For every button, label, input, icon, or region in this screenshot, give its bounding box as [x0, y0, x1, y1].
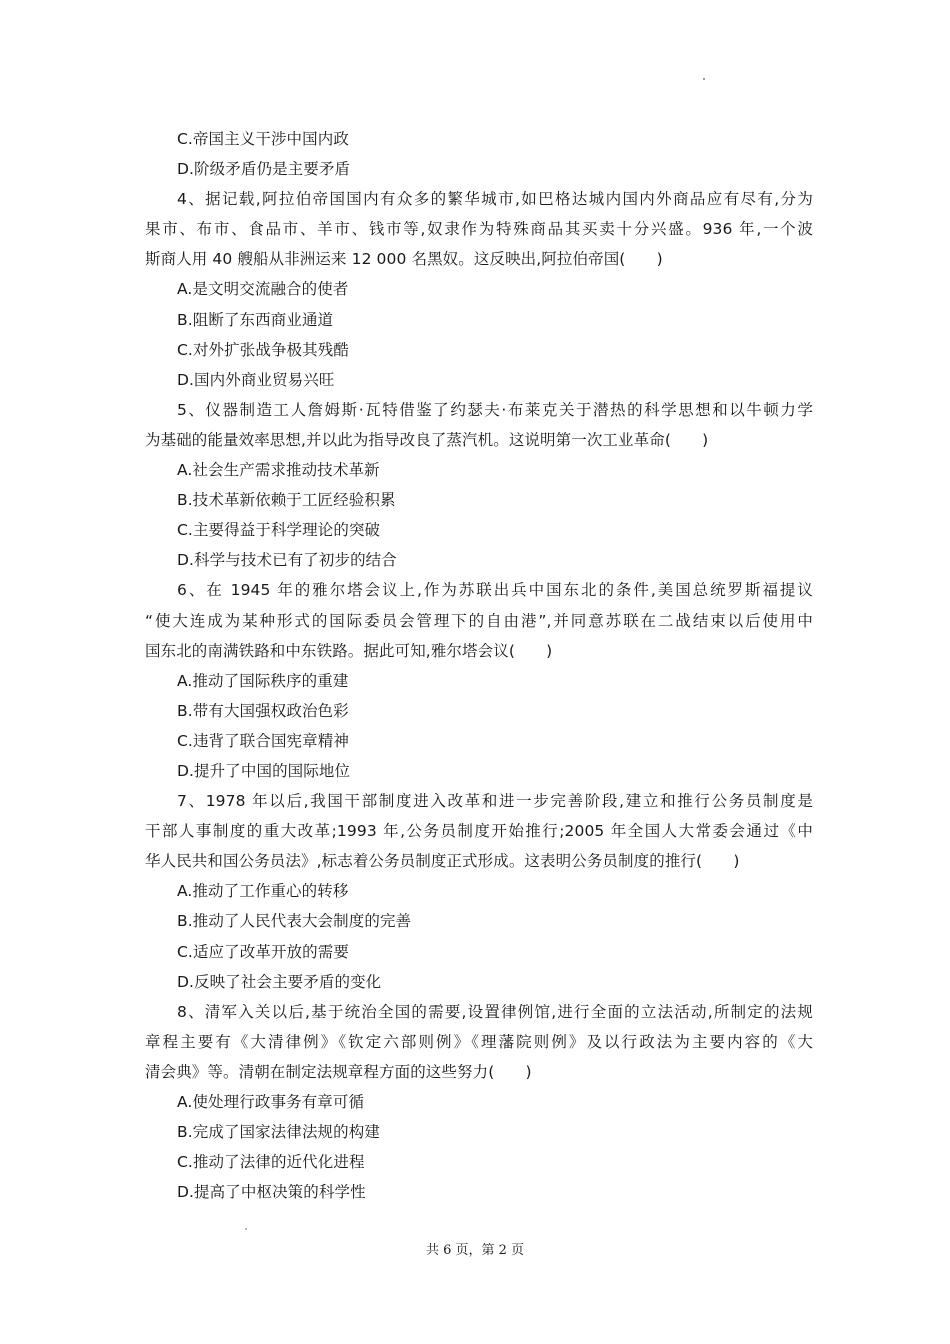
question-7-stem: 华人民共和国公务员法》,标志着公务员制度正式形成。这表明公务员制度的推行( ) — [145, 852, 740, 871]
option-6a: A.推动了国际秩序的重建 — [177, 671, 349, 690]
option-5a: A.社会生产需求推动技术革新 — [177, 461, 380, 480]
option-8b: B.完成了国家法律法规的构建 — [177, 1123, 380, 1142]
option-7c: C.适应了改革开放的需要 — [177, 942, 349, 961]
option-5b: B.技术革新依赖于工匠经验积累 — [177, 491, 396, 510]
question-8-stem: 8、清军入关以后,基于统治全国的需要,设置律例馆,进行全面的立法活动,所制定的法规 — [177, 1002, 813, 1021]
question-content — [145, 124, 813, 1207]
option-5d: D.科学与技术已有了初步的结合 — [177, 551, 397, 570]
option-4a: A.是文明交流融合的使者 — [177, 280, 349, 299]
option-6c: C.违背了联合国宪章精神 — [177, 731, 349, 750]
question-6-stem: 国东北的南满铁路和中东铁路。据此可知,雅尔塔会议( ) — [145, 641, 553, 660]
question-8-stem: 清会典》等。清朝在制定法规章程方面的这些努力( ) — [145, 1062, 532, 1081]
option-7a: A.推动了工作重心的转移 — [177, 882, 349, 901]
option-3d: D.阶级矛盾仍是主要矛盾 — [177, 160, 351, 179]
question-5-stem: 为基础的能量效率思想,并以此为指导改良了蒸汽机。这说明第一次工业革命( ) — [145, 430, 709, 449]
footer-mark — [245, 1228, 247, 1230]
question-7-stem: 7、1978 年以后,我国干部制度进入改革和进一步完善阶段,建立和推行公务员制度是 — [177, 792, 813, 811]
option-8c: C.推动了法律的近代化进程 — [177, 1153, 365, 1172]
option-6d: D.提升了中国的国际地位 — [177, 761, 351, 780]
question-7-stem: 干部人事制度的重大改革;1993 年,公务员制度开始推行;2005 年全国人大常委会通过《中 — [145, 822, 813, 841]
corner-mark — [703, 78, 705, 80]
option-4b: B.阻断了东西商业通道 — [177, 310, 334, 329]
page-footer: 共 6 页，第 2 页 — [425, 1243, 525, 1258]
question-4-stem: 4、据记载,阿拉伯帝国国内有众多的繁华城市,如巴格达城内国内外商品应有尽有,分为 — [177, 190, 813, 209]
question-5-stem: 5、仪器制造工人詹姆斯·瓦特借鉴了约瑟夫·布莱克关于潜热的科学思想和以牛顿力学 — [177, 400, 813, 419]
option-7b: B.推动了人民代表大会制度的完善 — [177, 912, 412, 931]
option-3c: C.帝国主义干涉中国内政 — [177, 130, 349, 148]
option-6b: B.带有大国强权政治色彩 — [177, 701, 349, 720]
option-5c: C.主要得益于科学理论的突破 — [177, 521, 381, 540]
option-8d: D.提高了中枢决策的科学性 — [177, 1183, 366, 1202]
question-4-stem: 斯商人用 40 艘船从非洲运来 12 000 名黑奴。这反映出,阿拉伯帝国( ) — [145, 250, 663, 269]
question-4-stem: 果市、布市、食品市、羊市、钱市等,奴隶作为特殊商品其买卖十分兴盛。936 年,一个波 — [145, 220, 813, 239]
option-4d: D.国内外商业贸易兴旺 — [177, 370, 335, 389]
question-6-stem: 6、在 1945 年的雅尔塔会议上,作为苏联出兵中国东北的条件,美国总统罗斯福提议 — [177, 581, 813, 600]
option-4c: C.对外扩张战争极其残酷 — [177, 340, 349, 359]
question-8-stem: 章程主要有《大清律例》《钦定六部则例》《理藩院则例》及以行政法为主要内容的《大 — [145, 1032, 813, 1051]
question-6-stem: “使大连成为某种形式的国际委员会管理下的自由港”,并同意苏联在二战结束以后使用中 — [145, 611, 813, 630]
option-7d: D.反映了社会主要矛盾的变化 — [177, 972, 382, 991]
option-8a: A.使处理行政事务有章可循 — [177, 1093, 365, 1111]
